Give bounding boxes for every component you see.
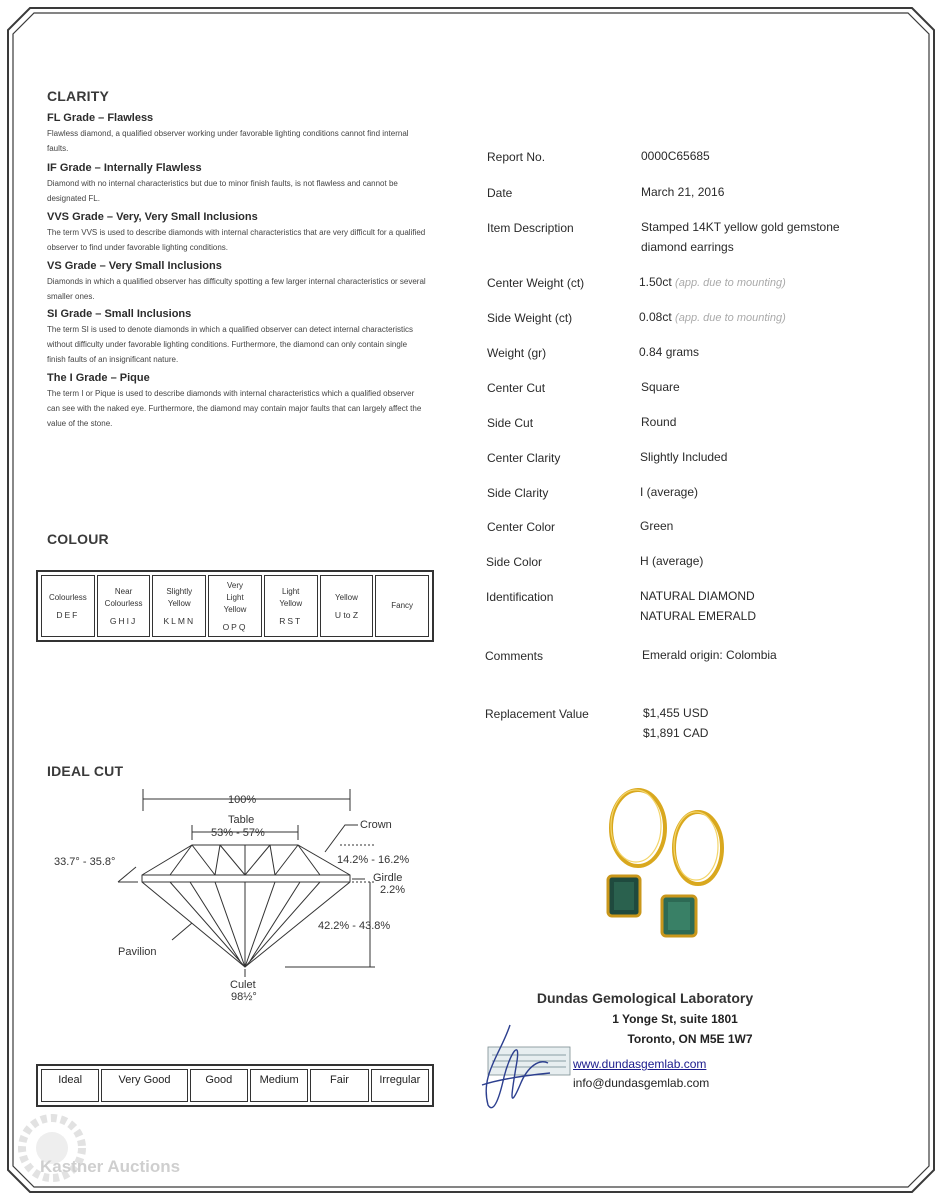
crown-pct-label: 14.2% - 16.2% bbox=[337, 854, 410, 866]
colour-cell bbox=[152, 575, 206, 637]
cut-grade-cell: Good bbox=[190, 1069, 248, 1102]
cut-grade-cell: Very Good bbox=[101, 1069, 187, 1102]
grade-description: The term SI is used to denote diamonds in which a qualified observer can detect internal characteristics without difficulty under favorable lighting conditions. Furthermore, the diamond can only contain single finish faults of an insignificant nature. bbox=[47, 325, 413, 364]
pavilion-pct-label: 42.2% - 43.8% bbox=[318, 920, 391, 932]
cut-grade-cell: Irregular bbox=[371, 1069, 429, 1102]
colour-name: Light Yellow bbox=[279, 587, 303, 608]
clarity-grade-vvs bbox=[47, 211, 427, 255]
field-label: Replacement Value bbox=[485, 707, 589, 721]
colour-cell bbox=[375, 575, 429, 637]
crown-angle-label: 33.7° - 35.8° bbox=[54, 856, 116, 868]
field-label: Side Color bbox=[486, 555, 543, 569]
clarity-grade-si bbox=[47, 308, 427, 367]
field-value: Round bbox=[641, 415, 677, 429]
field-value: I (average) bbox=[640, 485, 699, 499]
field-note: (app. due to mounting) bbox=[675, 277, 786, 289]
colour-cell bbox=[41, 575, 95, 637]
lab-website-link[interactable]: www.dundasgemlab.com bbox=[573, 1057, 707, 1071]
field-label: Center Cut bbox=[487, 381, 546, 395]
grade-description: The term VVS is used to describe diamonds with internal characteristics that are very difficult for a qualified observer to find under favorable lighting conditions. bbox=[47, 228, 426, 252]
colour-grades: OPQ bbox=[222, 622, 248, 632]
table-label: Table bbox=[228, 814, 255, 826]
grade-name: IF Grade – Internally Flawless bbox=[47, 162, 202, 174]
field-label: Identification bbox=[486, 590, 554, 604]
field-note: (app. due to mounting) bbox=[675, 312, 786, 324]
clarity-grade-i bbox=[47, 372, 427, 431]
lab-address-line2: Toronto, ON M5E 1W7 bbox=[627, 1032, 753, 1046]
table-pct-label: 53% - 57% bbox=[211, 827, 265, 839]
field-value: Square bbox=[641, 380, 680, 394]
field-value: 0000C65685 bbox=[641, 149, 710, 163]
colour-name: Near Colourless bbox=[104, 587, 143, 608]
field-label: Side Cut bbox=[487, 416, 534, 430]
colour-cell bbox=[320, 575, 374, 637]
ideal-cut-title: IDEAL CUT bbox=[47, 763, 124, 779]
cut-grade-cell: Fair bbox=[310, 1069, 368, 1102]
crown-label: Crown bbox=[360, 819, 392, 831]
earrings-photo bbox=[590, 780, 740, 950]
field-label: Center Weight (ct) bbox=[487, 276, 585, 290]
field-value: Slightly Included bbox=[640, 450, 728, 464]
colour-grades: GHIJ bbox=[109, 616, 138, 626]
field-label: Center Clarity bbox=[487, 451, 561, 465]
field-label: Report No. bbox=[487, 150, 546, 164]
field-label: Item Description bbox=[487, 221, 574, 235]
colour-name: Very Light Yellow bbox=[223, 581, 247, 614]
field-value: NATURAL EMERALD bbox=[640, 609, 757, 623]
pavilion-label: Pavilion bbox=[118, 946, 157, 958]
signature-stamp bbox=[470, 1015, 610, 1125]
grade-description: Diamonds in which a qualified observer has difficulty spotting a few larger internal characteristics or several smaller ones. bbox=[47, 277, 426, 301]
colour-cell bbox=[264, 575, 318, 637]
colour-grades: U to Z bbox=[334, 610, 359, 620]
field-value-usd: $1,455 USD bbox=[643, 706, 709, 720]
clarity-grade-fl bbox=[47, 112, 427, 156]
clarity-grade-vs bbox=[47, 260, 427, 304]
clarity-title: CLARITY bbox=[47, 88, 110, 104]
colour-grades: RST bbox=[279, 616, 303, 626]
culet-label: Culet bbox=[230, 979, 256, 991]
colour-title: COLOUR bbox=[47, 531, 109, 547]
cut-grade-cell: Ideal bbox=[41, 1069, 99, 1102]
colour-scale-table bbox=[36, 570, 434, 642]
colour-name: Colourless bbox=[48, 593, 87, 602]
field-label: Weight (gr) bbox=[487, 346, 547, 360]
grade-description: Flawless diamond, a qualified observer working under favorable lighting conditions cannot find internal faults. bbox=[47, 129, 409, 153]
field-label: Center Color bbox=[487, 520, 556, 534]
grade-name: FL Grade – Flawless bbox=[47, 112, 154, 124]
field-value: 0.08ct bbox=[639, 310, 672, 324]
field-label: Side Weight (ct) bbox=[487, 311, 573, 325]
lab-address-line1: 1 Yonge St, suite 1801 bbox=[612, 1012, 738, 1026]
colour-name: Slightly Yellow bbox=[166, 587, 193, 608]
field-value: Emerald origin: Colombia bbox=[642, 648, 777, 662]
lab-name: Dundas Gemological Laboratory bbox=[536, 990, 754, 1006]
field-value: March 21, 2016 bbox=[641, 185, 725, 199]
cut-grade-table bbox=[36, 1064, 434, 1107]
girdle-label: Girdle bbox=[373, 872, 403, 884]
grade-name: VVS Grade – Very, Very Small Inclusions bbox=[47, 211, 258, 223]
field-label: Comments bbox=[485, 649, 544, 663]
field-value: NATURAL DIAMOND bbox=[640, 589, 755, 603]
cut-grade-cell: Medium bbox=[250, 1069, 308, 1102]
colour-cell bbox=[97, 575, 151, 637]
colour-name: Yellow bbox=[335, 593, 358, 602]
watermark-text: Kastner Auctions bbox=[40, 1157, 181, 1176]
grade-name: SI Grade – Small Inclusions bbox=[47, 308, 192, 320]
colour-cell bbox=[208, 575, 262, 637]
colour-grades: DEF bbox=[56, 610, 80, 620]
grade-description: The term I or Pique is used to describe diamonds with internal characteristics which a qualified observer can see with the naked eye. Furthermore, the diamond may contain major faults that can largely affect the value of the stone. bbox=[47, 389, 422, 428]
colour-grades: KLMN bbox=[163, 616, 196, 626]
field-value: 0.84 grams bbox=[639, 345, 700, 359]
girdle-pct-label: 2.2% bbox=[380, 884, 406, 896]
field-value: Green bbox=[640, 519, 674, 533]
field-value-cad: $1,891 CAD bbox=[643, 726, 709, 740]
grade-description: Diamond with no internal characteristics but due to minor finish faults, is not flawless and cannot be designated FL. bbox=[47, 179, 398, 203]
grade-name: The I Grade – Pique bbox=[47, 372, 150, 384]
field-label: Date bbox=[487, 186, 513, 200]
field-label: Side Clarity bbox=[487, 486, 549, 500]
total-width-label: 100% bbox=[228, 794, 257, 806]
field-value: 1.50ct bbox=[639, 275, 672, 289]
grade-name: VS Grade – Very Small Inclusions bbox=[47, 260, 222, 272]
diamond-proportions-diagram bbox=[40, 785, 440, 1015]
kastner-watermark bbox=[14, 1110, 181, 1195]
lab-email: info@dundasgemlab.com bbox=[573, 1076, 710, 1090]
field-value: Stamped 14KT yellow gold gemstone diamond earrings bbox=[641, 220, 840, 254]
colour-name: Fancy bbox=[391, 601, 414, 610]
field-value: H (average) bbox=[640, 554, 704, 568]
culet-value-label: 98½° bbox=[231, 991, 257, 1003]
clarity-grade-if bbox=[47, 162, 427, 206]
